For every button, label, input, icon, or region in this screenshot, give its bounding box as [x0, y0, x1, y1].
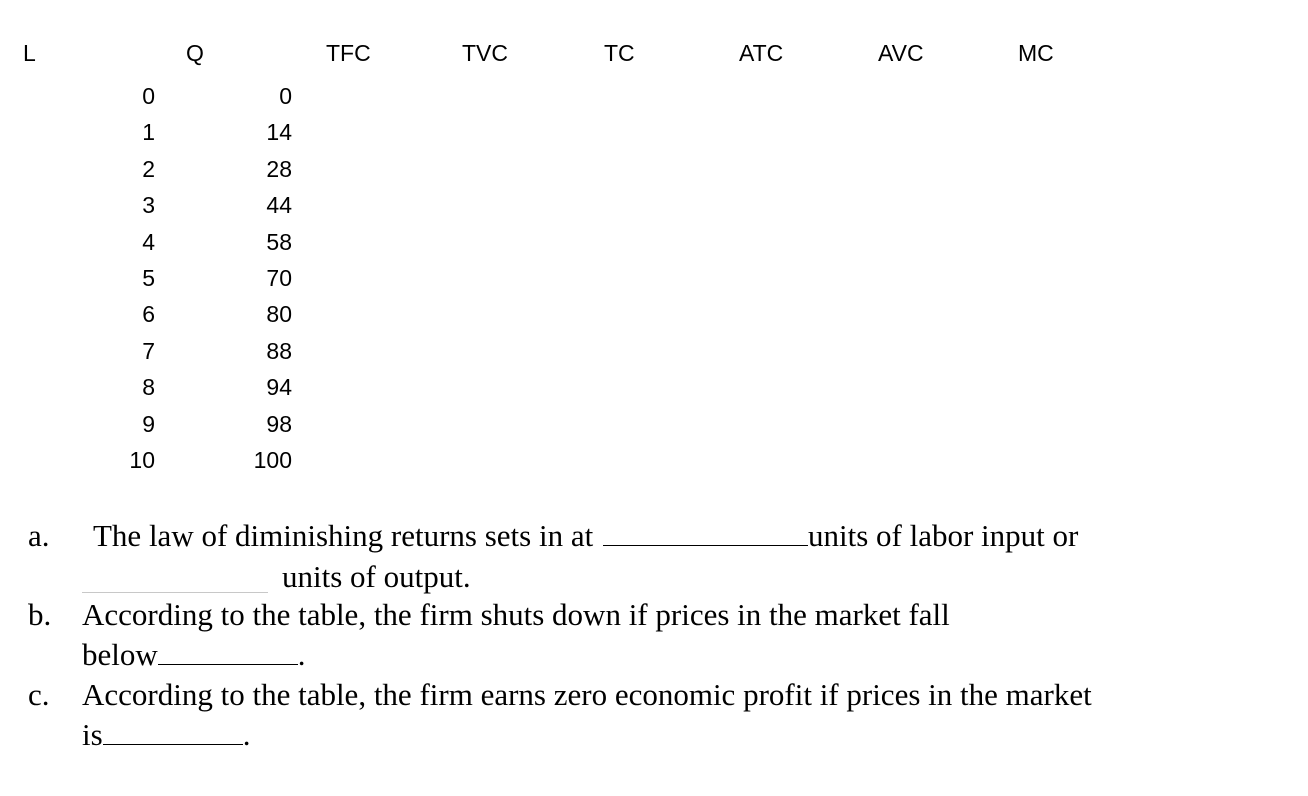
labor-value: 10 — [129, 446, 155, 473]
answer-blank-c[interactable] — [103, 718, 243, 745]
answer-blank-a1[interactable] — [603, 519, 808, 546]
header-tc: TC — [604, 40, 635, 66]
question-b-line-2 — [82, 637, 306, 673]
labor-value: 4 — [142, 228, 155, 255]
output-value: 44 — [266, 192, 292, 219]
output-value: 98 — [266, 410, 292, 437]
output-value: 70 — [266, 264, 292, 291]
labor-value: 1 — [142, 119, 155, 146]
output-value: 80 — [266, 301, 292, 328]
output-value: 28 — [266, 155, 292, 182]
labor-value: 8 — [142, 374, 155, 401]
question-b-end: . — [297, 637, 306, 672]
question-b-text-2: below — [82, 637, 158, 672]
labor-value: 0 — [142, 83, 155, 109]
question-c-end: . — [242, 717, 251, 752]
header-avc: AVC — [878, 40, 924, 66]
output-value: 14 — [266, 119, 292, 146]
question-c-text-1: According to the table, the firm earns zero economic profit if prices in the market — [82, 677, 1092, 712]
labor-value: 9 — [142, 410, 155, 437]
question-c-marker: c. — [28, 677, 50, 712]
header-mc: MC — [1018, 40, 1054, 66]
header-tvc: TVC — [462, 40, 508, 66]
question-c-text-2: is — [82, 717, 103, 752]
answer-blank-b[interactable] — [158, 638, 298, 665]
output-column — [210, 78, 292, 478]
header-q: Q — [186, 40, 204, 66]
output-value: 0 — [279, 83, 292, 109]
question-a-marker: a. — [28, 518, 50, 553]
labor-value: 6 — [142, 301, 155, 328]
header-tfc: TFC — [326, 40, 371, 66]
labor-value: 5 — [142, 264, 155, 291]
question-b-marker: b. — [28, 597, 52, 632]
question-a-line-1 — [28, 518, 50, 554]
labor-value: 2 — [142, 155, 155, 182]
output-value: 100 — [253, 446, 292, 473]
labor-column — [100, 78, 155, 478]
question-a-text — [93, 518, 1078, 554]
answer-blank-a2[interactable] — [82, 566, 268, 593]
question-c-line-2 — [82, 717, 250, 753]
question-a-text-3: units of output. — [282, 559, 471, 594]
question-a-text-2: units of labor input or — [807, 518, 1079, 553]
header-atc: ATC — [739, 40, 784, 66]
output-value: 94 — [266, 374, 292, 401]
question-b-text-1: According to the table, the firm shuts down if prices in the market fall — [82, 597, 950, 632]
labor-value: 7 — [142, 337, 155, 364]
output-value: 88 — [266, 337, 292, 364]
output-value: 58 — [266, 228, 292, 255]
labor-value: 3 — [142, 192, 155, 219]
header-l: L — [23, 40, 36, 66]
question-a-text-1: The law of diminishing returns sets in at — [93, 518, 594, 553]
